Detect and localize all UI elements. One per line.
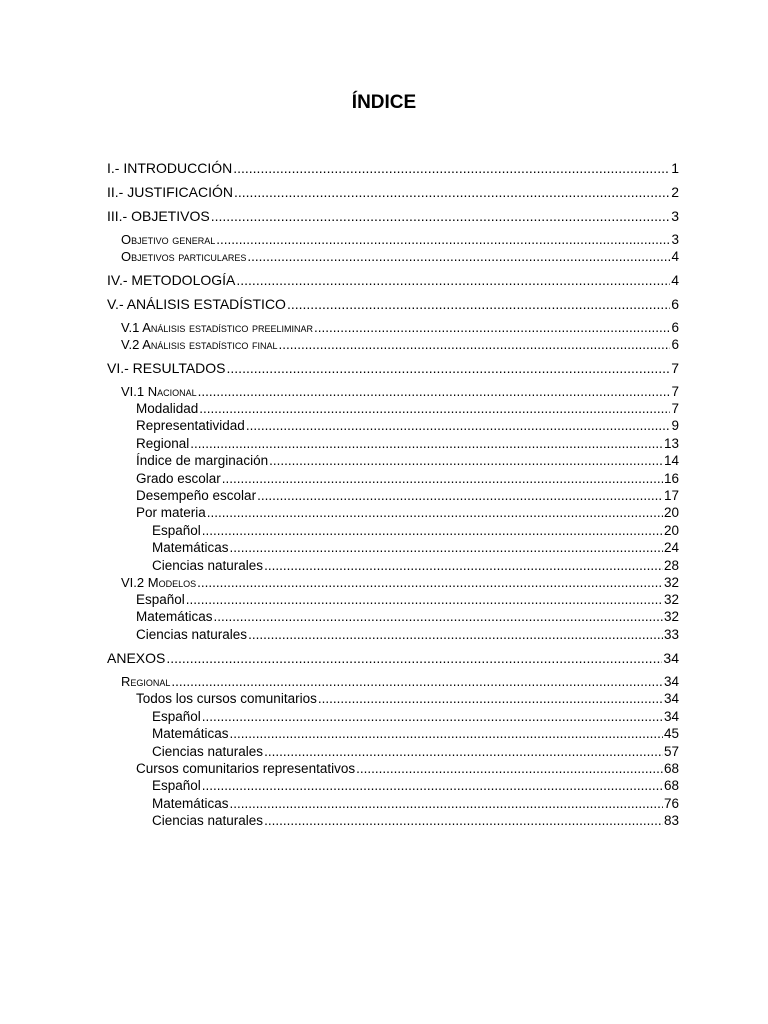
toc-entry bbox=[107, 522, 679, 539]
toc-entry-page: 4 bbox=[671, 272, 679, 288]
toc-entry-page: 34 bbox=[663, 708, 679, 724]
toc-entry-page: 16 bbox=[663, 470, 679, 486]
toc-entry-page: 68 bbox=[663, 760, 679, 776]
toc-entry-page: 2 bbox=[671, 184, 679, 200]
toc-entry bbox=[107, 435, 679, 452]
toc-entry-page: 34 bbox=[663, 674, 679, 690]
toc-leader-dots bbox=[216, 231, 670, 248]
toc-entry-page: 13 bbox=[663, 435, 679, 451]
toc-entry-page: 14 bbox=[663, 453, 679, 469]
toc-leader-dots bbox=[230, 725, 663, 742]
toc-leader-dots bbox=[287, 296, 670, 313]
toc-leader-dots bbox=[230, 539, 663, 556]
toc-entry bbox=[107, 795, 679, 812]
toc-entry bbox=[107, 487, 679, 504]
toc-entry-page: 7 bbox=[671, 384, 679, 399]
toc-entry-page: 45 bbox=[663, 726, 679, 742]
toc-entry-label: Español bbox=[152, 708, 201, 724]
toc-entry bbox=[107, 400, 679, 417]
toc-entry bbox=[107, 504, 679, 521]
toc-entry bbox=[107, 383, 679, 400]
toc-leader-dots bbox=[234, 184, 670, 201]
toc-entry-label: Ciencias naturales bbox=[152, 813, 264, 829]
toc-entry-label: Índice de marginación bbox=[136, 453, 269, 469]
toc-entry bbox=[107, 231, 679, 248]
toc-entry-page: 1 bbox=[671, 160, 679, 176]
toc-entry-page: 7 bbox=[671, 401, 679, 416]
toc-entry-label: Objetivos particulares bbox=[121, 249, 247, 264]
toc-entry-label: ANEXOS bbox=[107, 650, 166, 667]
toc-leader-dots bbox=[171, 673, 663, 690]
toc-entry-label: Regional bbox=[136, 435, 190, 451]
toc-entry-label: Matemáticas bbox=[152, 540, 229, 556]
toc-entry-page: 32 bbox=[663, 609, 679, 625]
toc-leader-dots bbox=[197, 574, 663, 591]
toc-entry-page: 6 bbox=[671, 320, 679, 335]
toc-entry-label: II.- JUSTIFICACIÓN bbox=[107, 184, 233, 200]
toc-entry-label: I.- INTRODUCCIÓN bbox=[107, 160, 233, 176]
toc-entry-page: 68 bbox=[663, 778, 679, 794]
toc-entry-page: 28 bbox=[663, 557, 679, 573]
toc-entry bbox=[107, 626, 679, 643]
toc-entry-label: Ciencias naturales bbox=[136, 626, 248, 642]
toc-entry-page: 6 bbox=[671, 337, 679, 352]
toc-leader-dots bbox=[248, 626, 663, 643]
toc-leader-dots bbox=[202, 522, 663, 539]
page-title: ÍNDICE bbox=[351, 92, 417, 113]
toc-entry-label: Modalidad bbox=[136, 401, 199, 416]
toc-leader-dots bbox=[186, 591, 663, 608]
toc-entry-label: V.- ANÁLISIS ESTADÍSTICO bbox=[107, 296, 286, 312]
toc-entry-page: 4 bbox=[671, 249, 679, 264]
toc-leader-dots bbox=[166, 650, 662, 667]
toc-entry bbox=[107, 360, 679, 377]
toc-entry-page: 76 bbox=[663, 795, 679, 811]
toc-entry bbox=[107, 336, 679, 353]
toc-leader-dots bbox=[199, 400, 670, 417]
toc-entry bbox=[107, 248, 679, 265]
toc-entry-page: 7 bbox=[671, 360, 679, 376]
toc-leader-dots bbox=[264, 812, 663, 829]
toc-entry-page: 32 bbox=[663, 575, 679, 591]
toc-entry bbox=[107, 160, 679, 177]
toc-leader-dots bbox=[246, 417, 671, 434]
toc-entry-page: 3 bbox=[671, 232, 679, 247]
toc-entry-label: VI.- RESULTADOS bbox=[107, 360, 226, 376]
toc-entry-label: Matemáticas bbox=[136, 609, 213, 625]
toc-entry-label: V.2 Análisis estadístico final bbox=[121, 337, 278, 352]
toc-entry bbox=[107, 760, 679, 777]
toc-entry-page: 34 bbox=[663, 691, 679, 707]
toc-leader-dots bbox=[202, 708, 663, 725]
toc-entry bbox=[107, 777, 679, 794]
toc-leader-dots bbox=[356, 760, 663, 777]
toc-entry bbox=[107, 725, 679, 742]
toc-entry bbox=[107, 743, 679, 760]
toc-entry-page: 32 bbox=[663, 592, 679, 608]
toc-entry-label: V.1 Análisis estadístico preeliminar bbox=[121, 320, 313, 335]
toc-entry-label: VI.1 Nacional bbox=[121, 384, 197, 399]
toc-entry-page: 20 bbox=[663, 505, 679, 521]
toc-entry-label: Español bbox=[152, 778, 201, 794]
toc-leader-dots bbox=[264, 557, 663, 574]
toc-entry-label: Matemáticas bbox=[152, 726, 229, 742]
toc-entry-label: Matemáticas bbox=[152, 795, 229, 811]
toc-leader-dots bbox=[318, 690, 663, 707]
toc-entry-label: III.- OBJETIVOS bbox=[107, 208, 210, 224]
toc-leader-dots bbox=[269, 452, 663, 469]
toc-entry-page: 24 bbox=[663, 540, 679, 556]
toc-entry bbox=[107, 574, 679, 591]
toc-entry-label: Desempeño escolar bbox=[136, 488, 257, 504]
toc-entry-label: Ciencias naturales bbox=[152, 557, 264, 573]
toc-entry bbox=[107, 591, 679, 608]
toc-leader-dots bbox=[236, 272, 670, 289]
toc-entry bbox=[107, 539, 679, 556]
toc-leader-dots bbox=[198, 383, 671, 400]
toc-entry-page: 3 bbox=[671, 208, 679, 224]
toc-entry bbox=[107, 319, 679, 336]
toc-entry bbox=[107, 812, 679, 829]
toc-leader-dots bbox=[222, 470, 663, 487]
toc-entry bbox=[107, 470, 679, 487]
toc-entry-label: IV.- METODOLOGÍA bbox=[107, 272, 236, 288]
toc-entry-page: 20 bbox=[663, 522, 679, 538]
toc-entry-page: 57 bbox=[663, 743, 679, 759]
toc-leader-dots bbox=[207, 504, 663, 521]
toc-entry-label: Regional bbox=[121, 674, 171, 690]
toc-entry bbox=[107, 184, 679, 201]
toc-entry-page: 6 bbox=[671, 296, 679, 312]
toc-entry bbox=[107, 708, 679, 725]
toc-entry bbox=[107, 417, 679, 434]
toc-entry bbox=[107, 208, 679, 225]
toc-entry-label: Ciencias naturales bbox=[152, 743, 264, 759]
toc-leader-dots bbox=[214, 608, 663, 625]
toc-leader-dots bbox=[314, 319, 671, 336]
toc-entry-page: 83 bbox=[663, 813, 679, 829]
toc-entry-label: Por materia bbox=[136, 505, 206, 521]
toc-entry-page: 33 bbox=[663, 626, 679, 642]
toc-entry-label: Español bbox=[136, 592, 185, 608]
toc-leader-dots bbox=[247, 248, 670, 265]
toc-leader-dots bbox=[230, 795, 663, 812]
toc-entry-label: Grado escolar bbox=[136, 470, 221, 486]
toc-entry-label: Todos los cursos comunitarios bbox=[136, 691, 317, 707]
toc-leader-dots bbox=[202, 777, 663, 794]
toc-entry-label: Representatividad bbox=[136, 418, 245, 434]
toc-entry bbox=[107, 690, 679, 707]
toc-leader-dots bbox=[233, 160, 670, 177]
toc-entry bbox=[107, 650, 679, 667]
toc-entry-page: 17 bbox=[663, 488, 679, 504]
table-of-contents bbox=[107, 160, 679, 830]
toc-entry-label: Cursos comunitarios representativos bbox=[136, 760, 356, 776]
toc-entry-label: VI.2 Modelos bbox=[121, 575, 197, 591]
toc-entry-page: 34 bbox=[663, 650, 679, 667]
toc-leader-dots bbox=[257, 487, 663, 504]
toc-entry-page: 9 bbox=[671, 418, 679, 434]
toc-leader-dots bbox=[211, 208, 671, 225]
toc-leader-dots bbox=[278, 336, 670, 353]
toc-leader-dots bbox=[227, 360, 671, 377]
toc-entry bbox=[107, 608, 679, 625]
toc-entry bbox=[107, 296, 679, 313]
toc-entry-label: Objetivo general bbox=[121, 232, 216, 247]
toc-leader-dots bbox=[264, 743, 663, 760]
toc-entry bbox=[107, 272, 679, 289]
toc-entry-label: Español bbox=[152, 522, 201, 538]
toc-entry bbox=[107, 452, 679, 469]
toc-entry bbox=[107, 557, 679, 574]
toc-leader-dots bbox=[190, 435, 663, 452]
toc-entry bbox=[107, 673, 679, 690]
